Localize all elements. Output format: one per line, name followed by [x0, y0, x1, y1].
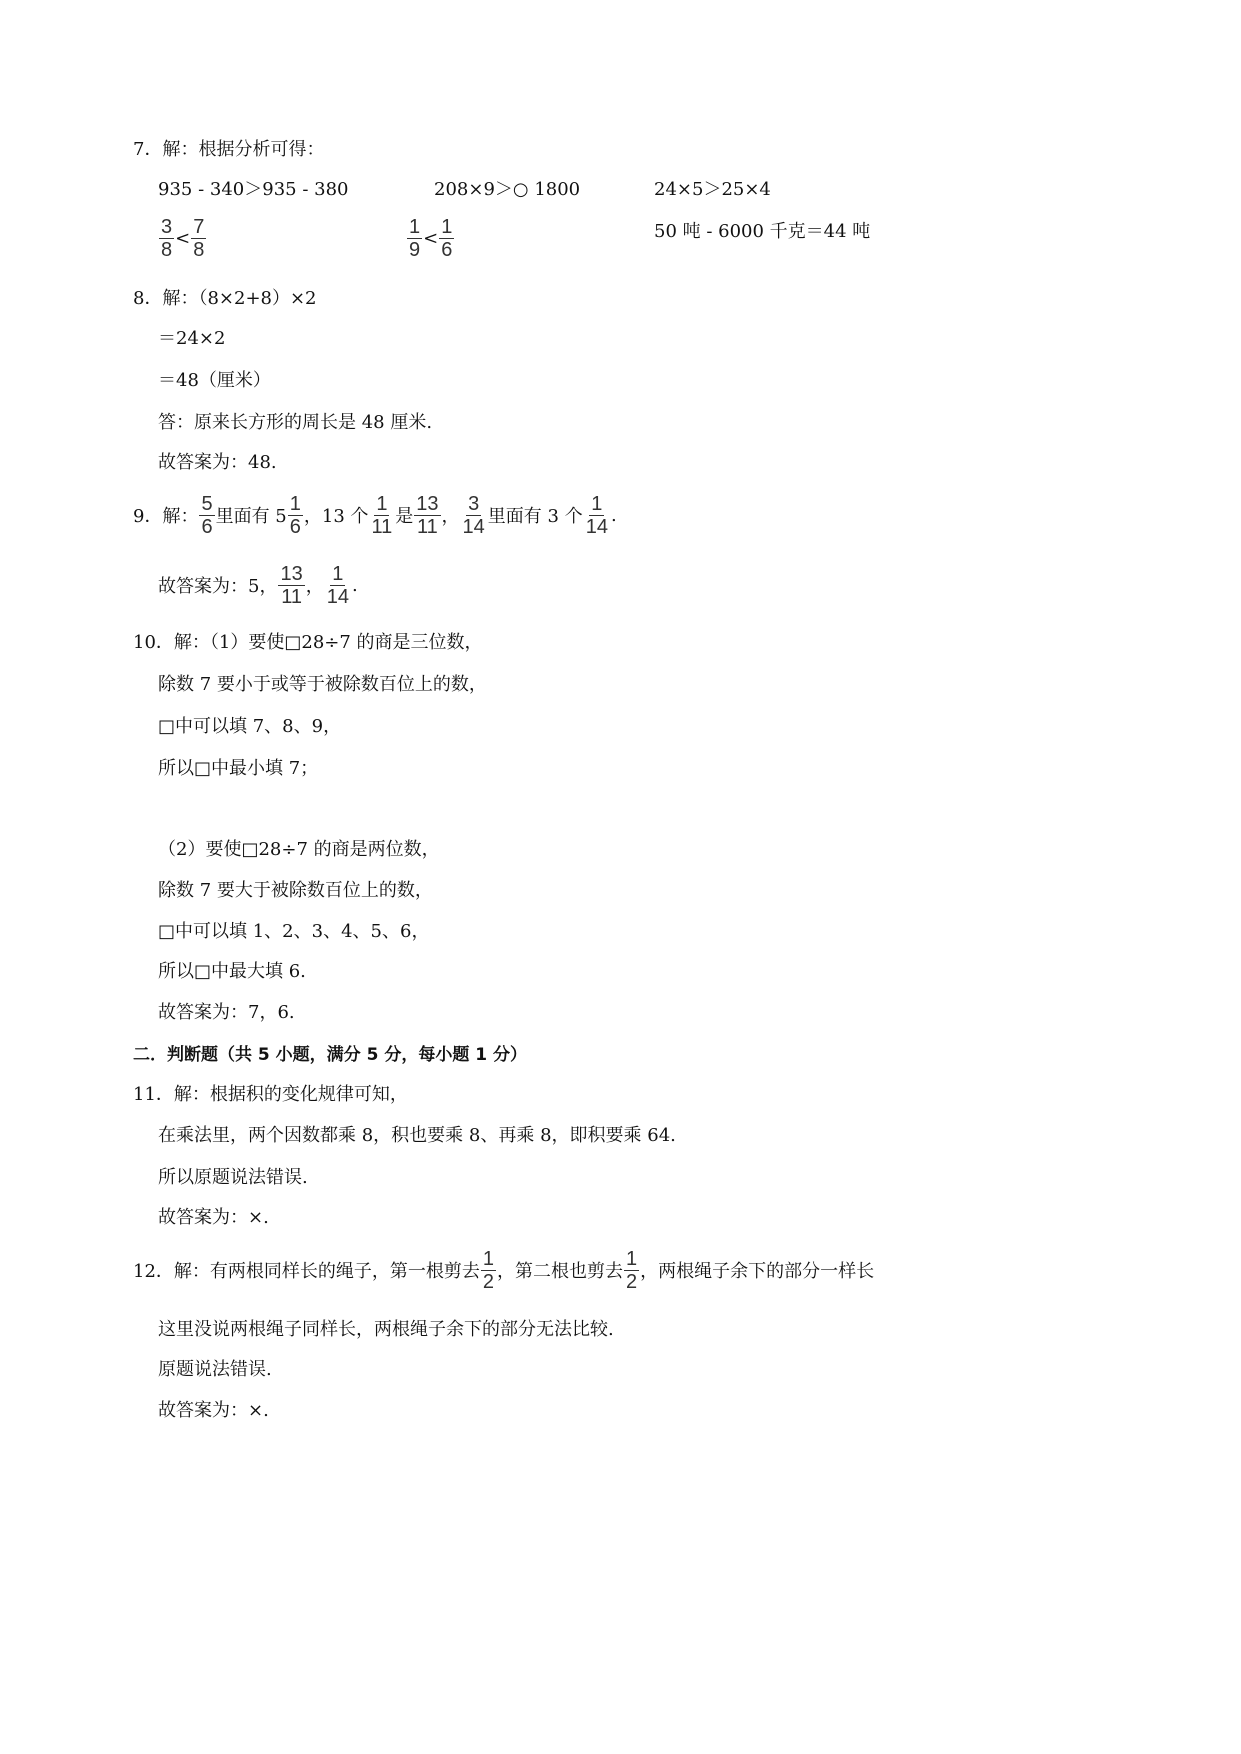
fraction [325, 563, 351, 608]
text: 8．解：（8×2+8）×2 [133, 288, 317, 309]
q12-ans [158, 1389, 269, 1429]
fraction [370, 493, 395, 538]
fraction [199, 493, 214, 538]
text: 二．判断题（共 5 小题，满分 5 分，每小题 1 分） [133, 1044, 527, 1065]
text: 里面有 5 [215, 506, 287, 527]
q8-l2 [158, 317, 225, 357]
text: 故答案为：×. [158, 1400, 269, 1421]
text: 12．解：有两根同样长的绳子，第一根剪去 [133, 1261, 480, 1282]
text: 是 [395, 506, 414, 527]
text: 10．解：（1）要使□28÷7 的商是三位数， [133, 632, 483, 653]
q7-row2b [406, 215, 455, 261]
fraction [278, 563, 304, 608]
fraction [159, 216, 174, 261]
text: 故答案为：7，6. [158, 1002, 295, 1023]
text: 11．解：根据积的变化规律可知， [133, 1084, 408, 1105]
q10-l6 [158, 869, 433, 909]
fraction [439, 216, 454, 261]
numerator: 1 [441, 215, 453, 238]
text: ＝48（厘米） [158, 370, 271, 391]
text: 所以原题说法错误. [158, 1167, 308, 1188]
text: 50 吨 - 6000 千克＝44 吨 [654, 221, 871, 242]
text: 9．解： [133, 506, 199, 527]
q9-head [133, 492, 617, 538]
denominator: 6 [441, 238, 453, 261]
q10-l4 [158, 747, 318, 787]
q7-row2a [158, 215, 207, 261]
q8-l3 [158, 359, 271, 399]
q12-head [133, 1247, 875, 1293]
text: . [351, 574, 358, 596]
text: 7．解：根据分析可得： [133, 139, 325, 160]
denominator: 8 [161, 238, 173, 261]
numerator: 1 [376, 492, 388, 515]
text: ， [441, 506, 460, 527]
text: 故答案为：48. [158, 452, 277, 473]
q7-row1b [434, 168, 580, 208]
text: 所以□中最大填 6. [158, 961, 306, 982]
q10-ans [158, 991, 295, 1031]
denominator: 6 [201, 515, 213, 538]
denominator: 11 [281, 585, 302, 608]
fraction [414, 493, 440, 538]
fraction [624, 1248, 639, 1293]
q8-l4 [158, 401, 432, 441]
numerator: 13 [280, 562, 303, 585]
denominator: 14 [585, 515, 608, 538]
q11-l2 [158, 1114, 676, 1154]
text: < [175, 227, 191, 249]
text: ＝24×2 [158, 328, 226, 349]
numerator: 3 [468, 492, 480, 515]
text: ，两根绳子余下的部分一样长 [640, 1261, 875, 1282]
denominator: 8 [193, 238, 205, 261]
denominator: 2 [482, 1270, 495, 1293]
numerator: 1 [409, 215, 421, 238]
q11-l3 [158, 1156, 308, 1196]
numerator: 7 [193, 215, 205, 238]
fraction [407, 216, 422, 261]
text: □中可以填 7、8、9， [158, 716, 342, 737]
numerator: 1 [289, 492, 301, 515]
denominator: 2 [626, 1270, 638, 1293]
q7-row2c [654, 210, 870, 250]
text: 除数 7 要小于或等于被除数百位上的数， [158, 674, 487, 695]
fraction [584, 493, 610, 538]
numerator: 1 [626, 1247, 638, 1270]
text: 原题说法错误. [158, 1359, 272, 1380]
text: 除数 7 要大于被除数百位上的数， [158, 880, 433, 901]
text: 故答案为：5， [158, 576, 278, 597]
text: 在乘法里，两个因数都乘 8，积也要乘 8、再乘 8，即积要乘 64. [158, 1125, 676, 1146]
numerator: 1 [482, 1247, 495, 1270]
q11-head [133, 1073, 408, 1113]
text: 答：原来长方形的周长是 48 厘米. [158, 412, 433, 433]
q10-l5 [158, 828, 440, 868]
text: ， [305, 576, 324, 597]
numerator: 13 [416, 492, 439, 515]
numerator: 3 [161, 215, 173, 238]
text: < [423, 227, 439, 249]
denominator: 11 [371, 515, 393, 538]
q7-head [133, 128, 324, 168]
fraction [481, 1248, 496, 1293]
q7-row1a [158, 168, 348, 208]
q9-ans [158, 562, 358, 608]
fraction [191, 216, 206, 261]
denominator: 9 [409, 238, 421, 261]
numerator: 1 [591, 492, 603, 515]
text: 208×9＞○ 1800 [434, 179, 581, 200]
q12-l3 [158, 1348, 272, 1388]
numerator: 1 [332, 562, 344, 585]
fraction [288, 493, 303, 538]
q10-l7 [158, 910, 429, 950]
q7-row1c [654, 168, 771, 208]
text: 24×5＞25×4 [654, 179, 771, 200]
denominator: 14 [326, 585, 349, 608]
denominator: 6 [289, 515, 301, 538]
text: ，第二根也剪去 [497, 1261, 624, 1282]
q8-head [133, 277, 317, 317]
q10-l2 [158, 663, 487, 703]
text: . [610, 504, 617, 526]
q10-l8 [158, 950, 306, 990]
text: 935 - 340＞935 - 380 [158, 179, 349, 200]
text: 这里没说两根绳子同样长，两根绳子余下的部分无法比较. [158, 1319, 614, 1340]
section-2 [133, 1032, 527, 1072]
fraction [461, 493, 487, 538]
text: ，13 个 [303, 506, 369, 527]
q11-ans [158, 1196, 269, 1236]
q8-l5 [158, 441, 277, 481]
text: □中可以填 1、2、3、4、5、6， [158, 921, 430, 942]
text: 所以□中最小填 7； [158, 758, 319, 779]
text: 故答案为：×. [158, 1207, 269, 1228]
q10-head [133, 621, 483, 661]
numerator: 5 [201, 492, 213, 515]
text: 里面有 3 个 [487, 506, 583, 527]
q10-l3 [158, 705, 341, 745]
denominator: 14 [462, 515, 485, 538]
q12-l2 [158, 1308, 614, 1348]
denominator: 11 [417, 515, 438, 538]
text: （2）要使□28÷7 的商是两位数， [158, 839, 440, 860]
